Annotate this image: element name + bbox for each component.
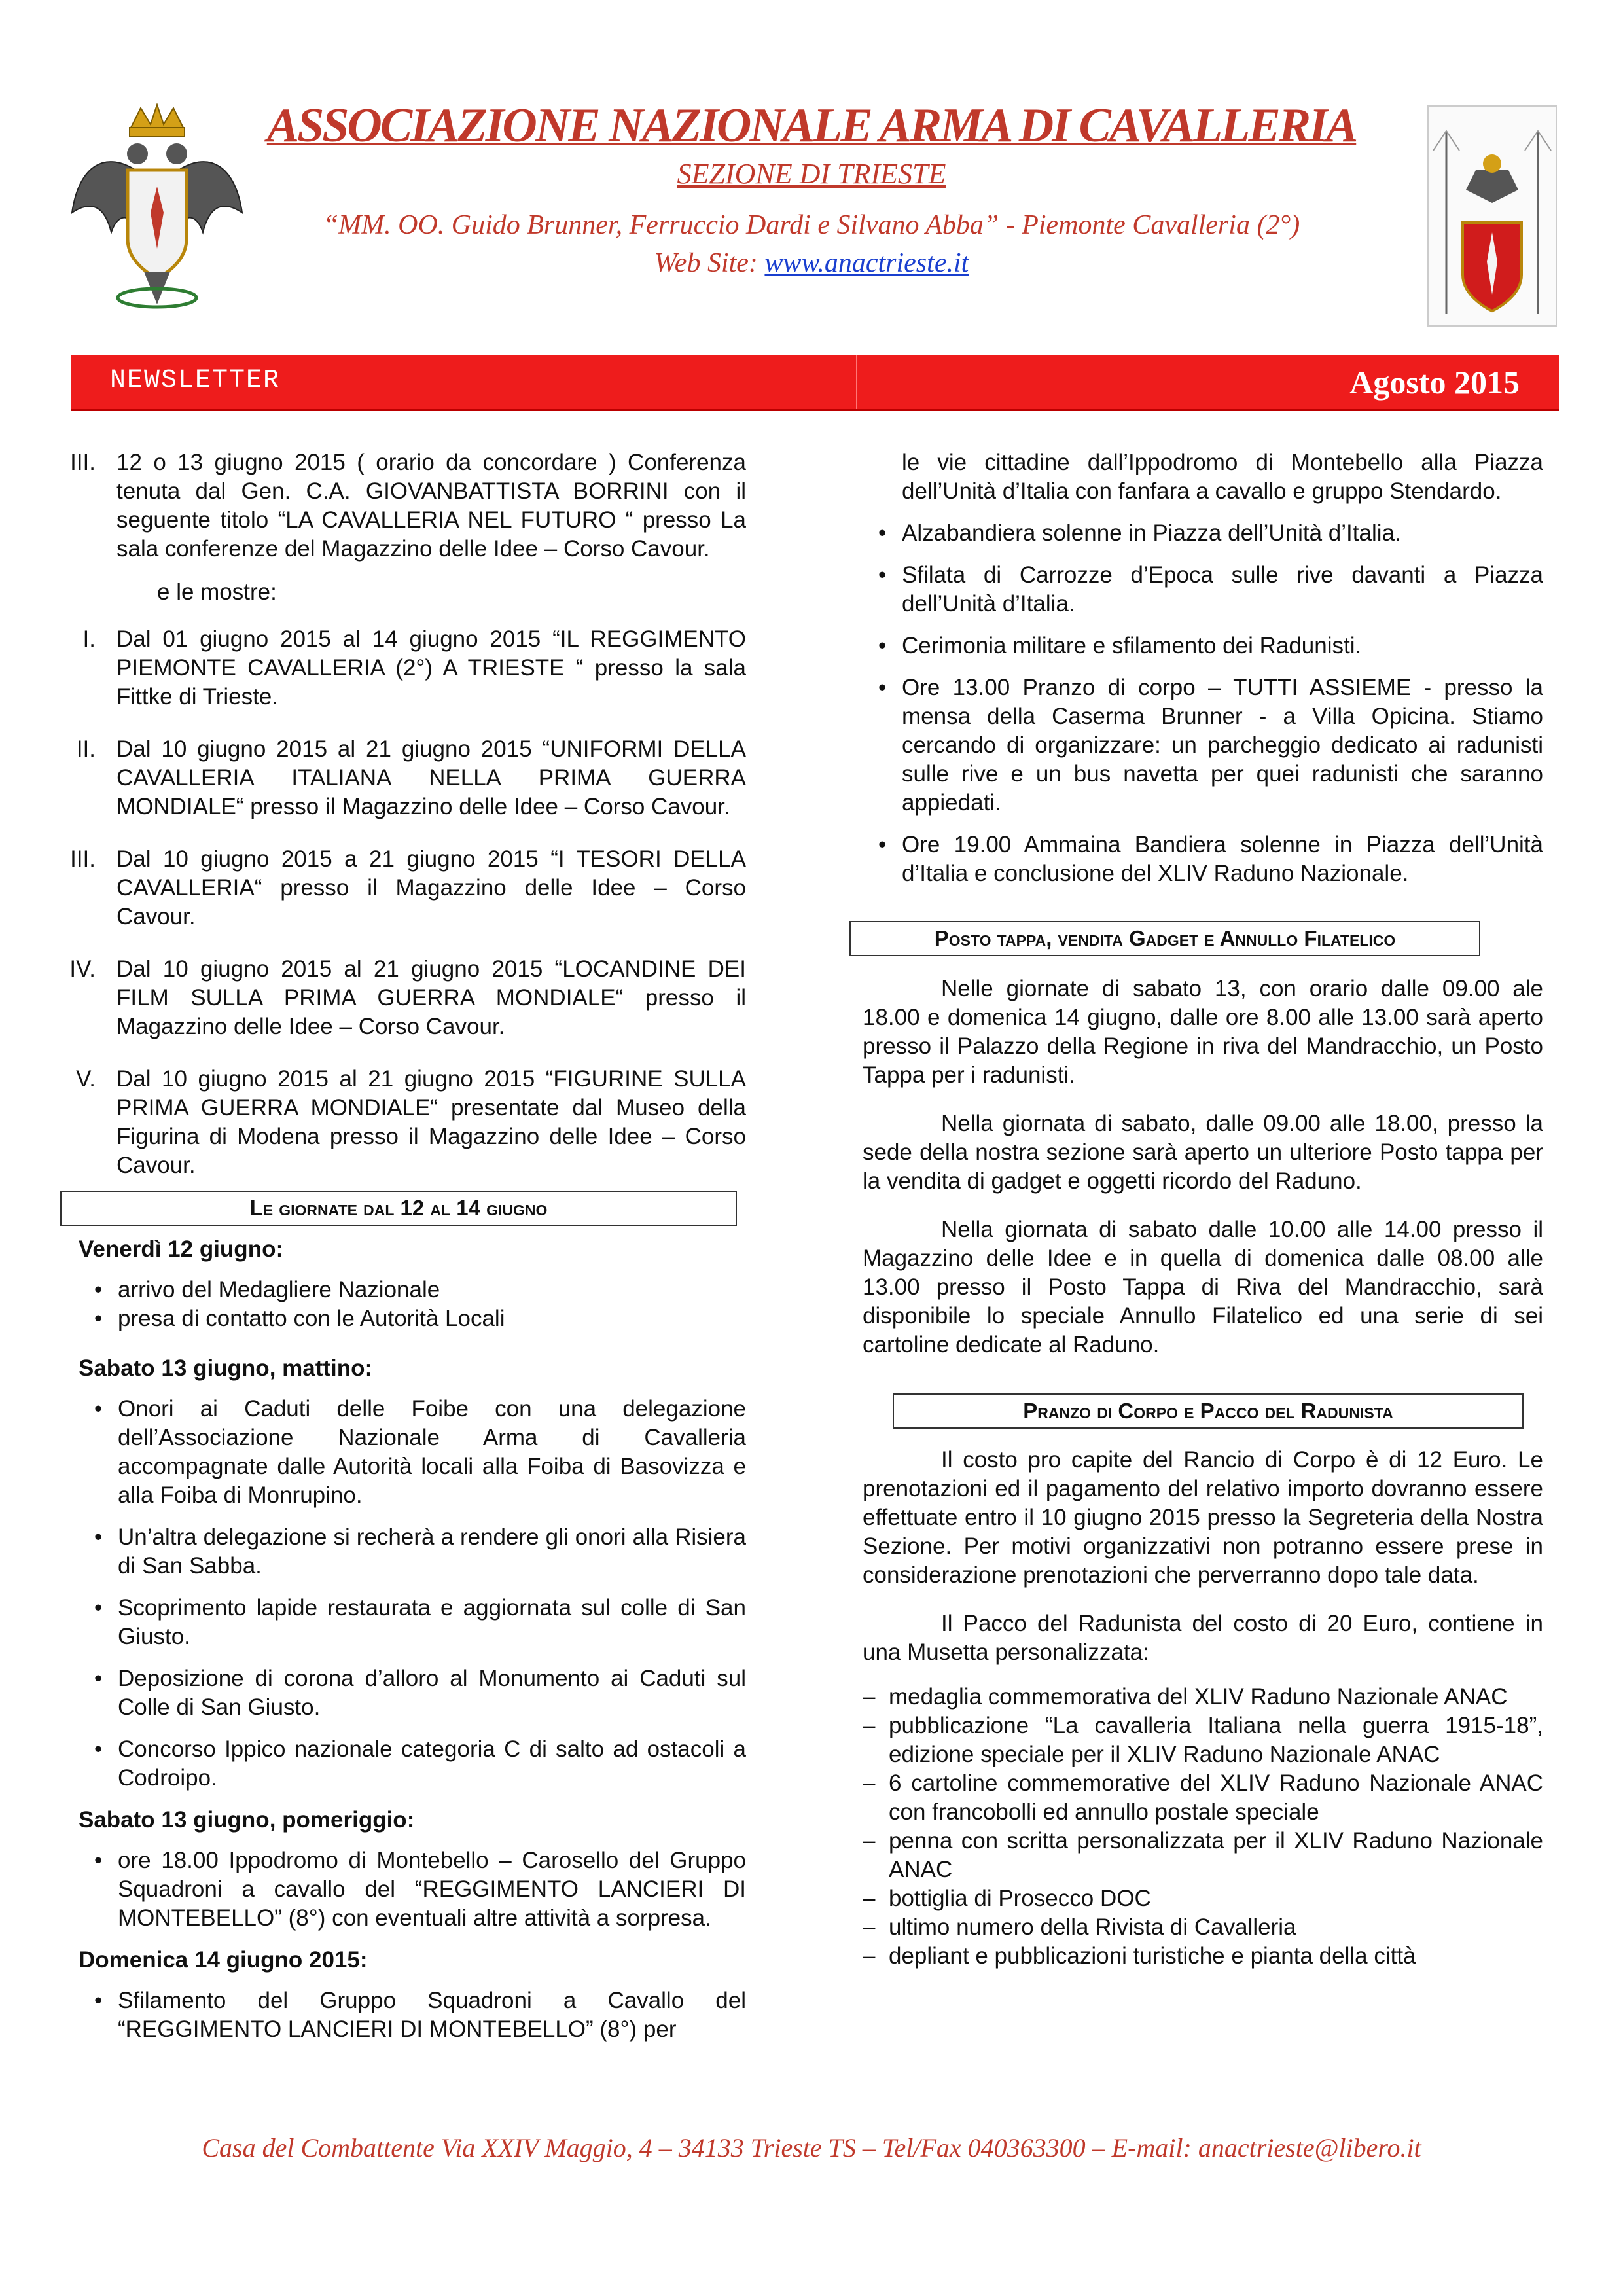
banner-divider	[856, 355, 857, 409]
item-text: Dal 10 giugno 2015 al 21 giugno 2015 “UNIFORMI DELLA CAVALLERIA ITALIANA NELLA PRIMA GUERRA MONDIALE“ presso il Magazzino delle Idee – Corso Cavour.	[116, 736, 746, 819]
pacco-text: bottiglia di Prosecco DOC	[889, 1886, 1151, 1911]
program-text: arrivo del Medagliere Nazionale	[118, 1277, 440, 1302]
bullet-icon: •	[94, 1277, 103, 1302]
event-text: Alzabandiera solenne in Piazza dell’Unità d’Italia.	[902, 520, 1401, 546]
conference-item	[65, 448, 746, 564]
event-text: Cerimonia militare e sfilamento dei Radunisti.	[902, 633, 1362, 658]
bullet-icon: •	[94, 1524, 103, 1550]
day-title: Sabato 13 giugno, mattino:	[79, 1355, 373, 1381]
pacco-text: ultimo numero della Rivista di Cavalleria	[889, 1914, 1296, 1940]
item-number: II.	[76, 736, 96, 762]
item-number: V.	[76, 1066, 96, 1092]
events-list	[863, 519, 1543, 888]
event-text: Ore 13.00 Pranzo di corpo – TUTTI ASSIEME - presso la mensa della Caserma Brunner - a Villa Opicina. Stiamo cercando di organizzare: un parcheggio dedicato ai radunisti sulle rive e un bus navetta per quei radunisti che saranno appiedati.	[902, 675, 1543, 816]
pacco-text: depliant e pubblicazioni turistiche e pianta della città	[889, 1943, 1416, 1969]
item-text: Dal 01 giugno 2015 al 14 giugno 2015 “IL REGGIMENTO PIEMONTE CAVALLERIA (2°) A TRIESTE “ presso la sala Fittke di Trieste.	[116, 626, 746, 709]
program-item	[79, 1276, 746, 1304]
event-item	[863, 561, 1543, 619]
dash-icon: –	[863, 1943, 876, 1969]
dash-icon: –	[863, 1828, 876, 1854]
posto-tappa-text	[863, 975, 1543, 1359]
org-website	[0, 247, 1623, 279]
mostra-item	[65, 625, 746, 711]
event-item	[863, 673, 1543, 817]
section-title-giornate: Le giornate dal 12 al 14 giugno	[60, 1191, 737, 1226]
bullet-icon: •	[878, 832, 887, 857]
newsletter-label: NEWSLETTER	[110, 366, 281, 395]
newsletter-banner	[71, 355, 1559, 411]
program-text: Deposizione di corona d’alloro al Monumento ai Caduti sul Colle di San Giusto.	[118, 1666, 746, 1720]
event-text: Sfilata di Carrozze d’Epoca sulle rive davanti a Piazza dell’Unità d’Italia.	[902, 562, 1543, 617]
bullet-icon: •	[878, 520, 887, 546]
program-text: presa di contatto con le Autorità Locali	[118, 1306, 505, 1331]
item-text: Dal 10 giugno 2015 al 21 giugno 2015 “FIGURINE SULLA PRIMA GUERRA MONDIALE“ presentate dal Museo della Figurina di Modena presso il Magazzino delle Idee – Corso Cavour.	[116, 1066, 746, 1178]
bullet-icon: •	[94, 1666, 103, 1691]
dash-icon: –	[863, 1914, 876, 1940]
mostra-item	[65, 845, 746, 931]
event-item	[863, 519, 1543, 548]
item-number: IV.	[69, 956, 96, 982]
paragraph: Nella giornata di sabato dalle 10.00 alle 14.00 presso il Magazzino delle Idee e in quella di domenica dalle 08.00 alle 13.00 presso il Posto Tappa di Riva del Mandracchio, sarà disponibile lo speciale Annullo Filatelico ed una serie di sei cartoline dedicate al Raduno.	[863, 1217, 1543, 1357]
item-text: Dal 10 giugno 2015 a 21 giugno 2015 “I TESORI DELLA CAVALLERIA“ presso il Magazzino delle Idee – Corso Cavour.	[116, 846, 746, 929]
mostre-label: e le mostre:	[157, 579, 277, 605]
bullet-icon: •	[878, 633, 887, 658]
event-text: Ore 19.00 Ammaina Bandiera solenne in Piazza dell’Unità d’Italia e conclusione del XLIV Raduno Nazionale.	[902, 832, 1543, 886]
program-item	[79, 1846, 746, 1933]
item-number: III.	[70, 450, 96, 475]
mostra-item	[65, 735, 746, 821]
pacco-item	[863, 1884, 1543, 1913]
org-title: ASSOCIAZIONE NAZIONALE ARMA DI CAVALLERIA	[266, 99, 1357, 152]
days-list	[65, 1235, 746, 2044]
bullet-icon: •	[94, 1595, 103, 1621]
item-text: 12 o 13 giugno 2015 ( orario da concordare ) Conferenza tenuta dal Gen. C.A. GIOVANBATTISTA BORRINI con il seguente titolo “LA CAVALLERIA NEL FUTURO “ presso La sala conferenze del Magazzino delle Idee – Corso Cavour.	[116, 450, 746, 562]
dash-icon: –	[863, 1886, 876, 1911]
item-number: I.	[82, 626, 96, 652]
pacco-text: pubblicazione “La cavalleria Italiana nella guerra 1915-18”, edizione speciale per il XLIV Raduno Nazionale ANAC	[889, 1713, 1543, 1767]
pacco-item	[863, 1683, 1543, 1712]
program-text: Onori ai Caduti delle Foibe con una delegazione dell’Associazione Nazionale Arma di Cavalleria accompagnate dalle Autorità locali alla Foiba di Basovizza e alla Foiba di Monrupino.	[118, 1396, 746, 1508]
bullet-icon: •	[94, 1306, 103, 1331]
paragraph: Nelle giornate di sabato 13, con orario dalle 09.00 ale 18.00 e domenica 14 giugno, dalle ore 8.00 alle 13.00 sarà aperto presso il Palazzo della Regione in riva del Mandracchio, un Posto Tappa per i radunisti.	[863, 976, 1543, 1088]
website-link[interactable]: www.anactrieste.it	[764, 248, 969, 278]
pacco-item	[863, 1827, 1543, 1884]
pacco-item	[863, 1712, 1543, 1769]
pacco-item	[863, 1913, 1543, 1942]
section-title-pranzo: Pranzo di Corpo e Pacco del Radunista	[893, 1393, 1524, 1429]
bullet-icon: •	[94, 1396, 103, 1422]
org-subtitle: SEZIONE DI TRIESTE	[677, 158, 946, 190]
bullet-icon: •	[94, 1988, 103, 2013]
program-item	[79, 1594, 746, 1651]
section-title-posto-tappa: Posto tappa, vendita Gadget e Annullo Filatelico	[849, 921, 1480, 956]
pacco-item	[863, 1769, 1543, 1827]
pacco-text: 6 cartoline commemorative del XLIV Raduno Nazionale ANAC con francobolli ed annullo postale speciale	[889, 1770, 1543, 1825]
dash-icon: –	[863, 1713, 876, 1738]
mostra-item	[65, 955, 746, 1041]
left-column	[65, 448, 746, 2057]
paragraph: Il costo pro capite del Rancio di Corpo è di 12 Euro. Le prenotazioni ed il pagamento del relativo importo dovranno essere effettuate entro il 10 giugno 2015 presso la Segreteria della Nostra Sezione. Per motivi organizzativi non potranno essere prese in considerazione prenotazioni che perverranno dopo tale data.	[863, 1447, 1543, 1588]
dash-icon: –	[863, 1770, 876, 1796]
footer-contacts: Casa del Combattente Via XXIV Maggio, 4 – 34133 Trieste TS – Tel/Fax 040363300 – E-mail: anactrieste@libero.it	[202, 2133, 1421, 2162]
program-text: Un’altra delegazione si recherà a rendere gli onori alla Risiera di San Sabba.	[118, 1524, 746, 1579]
pranzo-text	[863, 1446, 1543, 1667]
program-item	[79, 1304, 746, 1333]
org-motto: “MM. OO. Guido Brunner, Ferruccio Dardi e Silvano Abba” - Piemonte Cavalleria (2°)	[323, 210, 1300, 240]
paragraph: Nella giornata di sabato, dalle 09.00 alle 18.00, presso la sede della nostra sezione sarà aperto un ulteriore Posto tappa per la vendita di gadget e oggetti ricordo del Raduno.	[863, 1111, 1543, 1194]
program-text: Sfilamento del Gruppo Squadroni a Cavallo del “REGGIMENTO LANCIERI DI MONTEBELLO” (8°) per	[118, 1988, 746, 2042]
program-item	[79, 1735, 746, 1793]
event-item	[863, 632, 1543, 660]
paragraph: Il Pacco del Radunista del costo di 20 Euro, contiene in una Musetta personalizzata:	[863, 1611, 1543, 1665]
program-text: ore 18.00 Ippodromo di Montebello – Carosello del Gruppo Squadroni a cavallo del “REGGIMENTO LANCIERI DI MONTEBELLO” (8°) con eventuali altre attività a sorpresa.	[118, 1848, 746, 1931]
pacco-list	[863, 1683, 1543, 1971]
day-title: Sabato 13 giugno, pomeriggio:	[79, 1807, 415, 1833]
pacco-text: medaglia commemorativa del XLIV Raduno Nazionale ANAC	[889, 1684, 1508, 1710]
mostra-item	[65, 1065, 746, 1180]
day-title: Venerdì 12 giugno:	[79, 1236, 284, 1262]
bullet-icon: •	[94, 1848, 103, 1873]
program-text: Concorso Ippico nazionale categoria C di salto ad ostacoli a Codroipo.	[118, 1736, 746, 1791]
event-item	[863, 831, 1543, 888]
right-column	[863, 448, 1543, 1971]
bullet-icon: •	[94, 1736, 103, 1762]
item-text: Dal 10 giugno 2015 al 21 giugno 2015 “LOCANDINE DEI FILM SULLA PRIMA GUERRA MONDIALE“ presso il Magazzino delle Idee – Corso Cavour.	[116, 956, 746, 1039]
bullet-icon: •	[878, 675, 887, 700]
bullet-icon: •	[878, 562, 887, 588]
program-item	[79, 1395, 746, 1510]
continuation-text: le vie cittadine dall’Ippodromo di Montebello alla Piazza dell’Unità d’Italia con fanfara a cavallo e gruppo Stendardo.	[902, 450, 1543, 504]
web-label: Web Site:	[654, 248, 765, 278]
item-number: III.	[70, 846, 96, 872]
program-item	[79, 1986, 746, 2044]
dash-icon: –	[863, 1684, 876, 1710]
program-item	[79, 1523, 746, 1581]
mostre-list	[65, 625, 746, 1180]
pacco-item	[863, 1942, 1543, 1971]
program-text: Scoprimento lapide restaurata e aggiornata sul colle di San Giusto.	[118, 1595, 746, 1649]
program-item	[79, 1664, 746, 1722]
day-title: Domenica 14 giugno 2015:	[79, 1947, 368, 1973]
issue-date: Agosto 2015	[1349, 364, 1520, 401]
pacco-text: penna con scritta personalizzata per il XLIV Raduno Nazionale ANAC	[889, 1828, 1543, 1882]
